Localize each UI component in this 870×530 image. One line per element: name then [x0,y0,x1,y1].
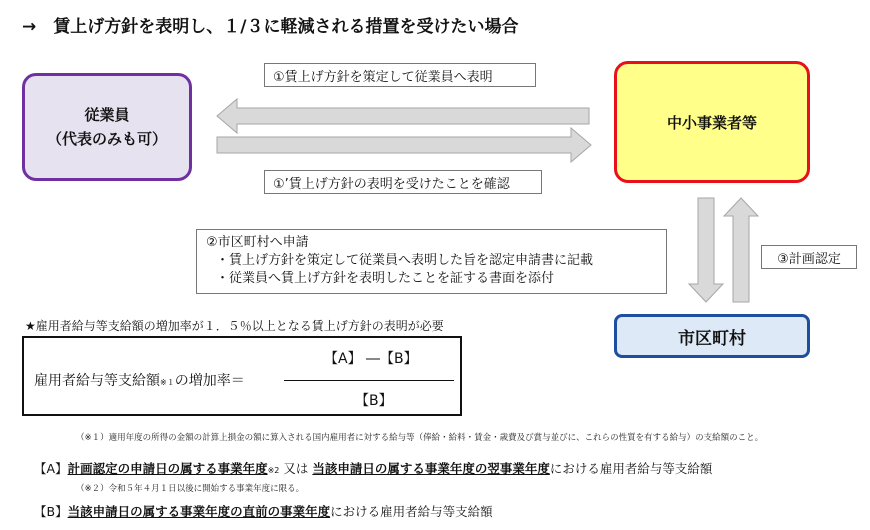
sme-label: 中小事業者等 [666,113,757,132]
municipality-box [614,314,810,358]
definition-b-rest: における雇用者給与等支給額 [330,504,493,519]
step2-item: ・賃上げ方針を策定して従業員へ表明した旨を認定申請書に記載 [216,253,594,268]
arrow-sme-to-city [689,198,723,302]
requirement-note: ★雇用者給与等支給額の増加率が１．５％以上となる賃上げ方針の表明が必要 [25,319,444,333]
formula-left [34,370,245,390]
definition-a-term2: 当該申請日の属する事業年度の翌事業年度 [312,461,550,476]
formula-box [22,336,462,416]
definition-b [34,502,493,520]
municipality-label: 市区町村 [678,328,746,349]
formula-denominator: 【B】 [355,393,393,409]
step3-label: ③計画認定 [761,245,857,269]
step1-label: ①賃上げ方針を策定して従業員へ表明 [264,63,536,87]
definition-a-or: 又は [279,461,313,476]
formula-numerator: 【A】 ―【B】 [324,351,418,367]
formula-left-suffix: の増加率＝ [174,373,245,389]
arrow-sme-to-employee [217,99,589,133]
definition-b-term: 当該申請日の属する事業年度の直前の事業年度 [67,504,331,519]
footnote-2: （※２）令和５年４月１日以後に開始する事業年度に限る。 [76,484,305,494]
definition-a-term1: 計画認定の申請日の属する事業年度 [67,461,268,476]
employee-label: 従業員 [84,106,130,124]
arrow-city-to-sme [724,198,758,302]
formula-left-text: 雇用者給与等支給額 [34,373,160,389]
definition-b-label: 【B】 [34,504,68,519]
definition-a-note-ref: ※2 [267,466,280,475]
sme-box [614,61,810,183]
footnote-1: （※１）適用年度の所得の金額の計算上損金の額に算入される国内雇用者に対する給与等（俸給・給料・賃金・歳費及び賞与並びに、これらの性質を有する給与）の支給額のこと。 [76,433,764,443]
step2-item: ・従業員へ賃上げ方針を表明したことを証する書面を添付 [216,271,555,286]
employee-box [22,73,192,181]
step2-title: ②市区町村へ申請 [206,235,309,250]
definition-a-rest: における雇用者給与等支給額 [549,461,713,476]
employee-sublabel: （代表のみも可） [46,130,167,148]
page-title: → 賃上げ方針を表明し、１/３に軽減される措置を受けたい場合 [22,17,519,37]
arrow-employee-to-sme [217,128,591,162]
formula-note-ref: ※１ [160,378,175,387]
step1b-label: ①’賃上げ方針の表明を受けたことを確認 [264,170,542,194]
step2-box [196,229,667,294]
definition-a-label: 【A】 [34,461,68,476]
definition-a [34,459,712,477]
fraction-line [284,380,454,381]
